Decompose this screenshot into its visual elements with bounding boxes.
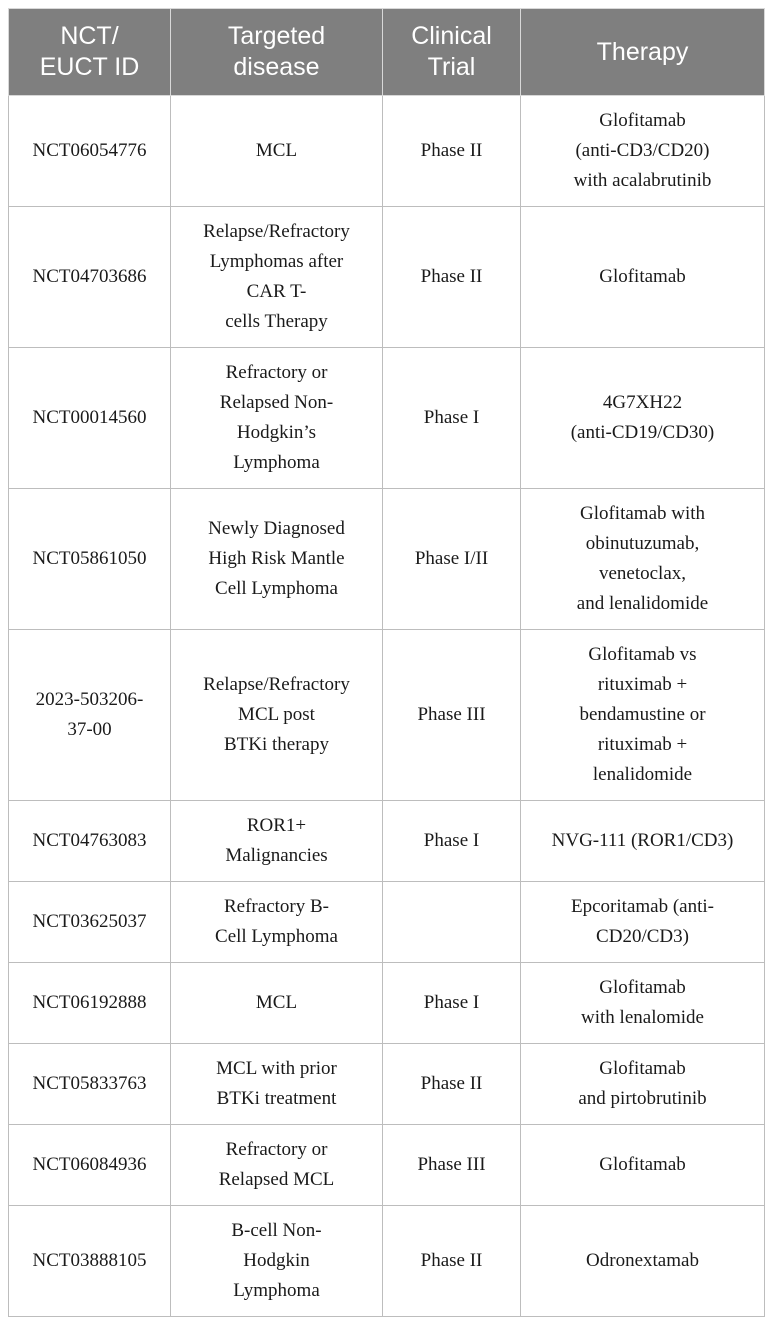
table-row (9, 801, 765, 882)
cell-therapy: Glofitamab and pirtobrutinib (521, 1044, 765, 1125)
cell-targeted-disease: Refractory B- Cell Lymphoma (171, 882, 383, 963)
cell-targeted-disease: MCL (171, 963, 383, 1044)
cell-clinical-trial: Phase III (383, 630, 521, 801)
cell-clinical-trial: Phase II (383, 1206, 521, 1317)
cell-therapy: Glofitamab (521, 207, 765, 348)
cell-trial-id: NCT03625037 (9, 882, 171, 963)
table-row (9, 348, 765, 489)
cell-targeted-disease: Refractory or Relapsed MCL (171, 1125, 383, 1206)
cell-therapy: Glofitamab with obinutuzumab, venetoclax, and lenalidomide (521, 489, 765, 630)
cell-clinical-trial (383, 882, 521, 963)
table-body (9, 96, 765, 1317)
cell-therapy: Epcoritamab (anti- CD20/CD3) (521, 882, 765, 963)
table-row (9, 1044, 765, 1125)
cell-clinical-trial: Phase II (383, 96, 521, 207)
header-targeted-disease: Targeted disease (171, 9, 383, 96)
header-clinical-trial: Clinical Trial (383, 9, 521, 96)
cell-targeted-disease: Newly Diagnosed High Risk Mantle Cell Lymphoma (171, 489, 383, 630)
cell-clinical-trial: Phase II (383, 1044, 521, 1125)
table-row (9, 1125, 765, 1206)
cell-trial-id: NCT05833763 (9, 1044, 171, 1125)
cell-therapy: NVG-111 (ROR1/CD3) (521, 801, 765, 882)
table-row (9, 1206, 765, 1317)
table-row (9, 96, 765, 207)
cell-therapy: Glofitamab (anti-CD3/CD20) with acalabrutinib (521, 96, 765, 207)
header-trial-id: NCT/ EUCT ID (9, 9, 171, 96)
table-row (9, 963, 765, 1044)
cell-clinical-trial: Phase I/II (383, 489, 521, 630)
cell-clinical-trial: Phase I (383, 963, 521, 1044)
cell-targeted-disease: Relapse/Refractory MCL post BTKi therapy (171, 630, 383, 801)
cell-trial-id: 2023-503206- 37-00 (9, 630, 171, 801)
table-row (9, 882, 765, 963)
cell-trial-id: NCT06084936 (9, 1125, 171, 1206)
table-row (9, 630, 765, 801)
cell-trial-id: NCT06192888 (9, 963, 171, 1044)
cell-trial-id: NCT05861050 (9, 489, 171, 630)
cell-clinical-trial: Phase III (383, 1125, 521, 1206)
cell-trial-id: NCT04763083 (9, 801, 171, 882)
cell-trial-id: NCT06054776 (9, 96, 171, 207)
cell-clinical-trial: Phase I (383, 348, 521, 489)
header-therapy: Therapy (521, 9, 765, 96)
table-row (9, 489, 765, 630)
cell-therapy: Odronextamab (521, 1206, 765, 1317)
cell-targeted-disease: ROR1+ Malignancies (171, 801, 383, 882)
clinical-trials-table-container (8, 8, 764, 1317)
cell-therapy: 4G7XH22 (anti-CD19/CD30) (521, 348, 765, 489)
cell-targeted-disease: Relapse/Refractory Lymphomas after CAR T- cells Therapy (171, 207, 383, 348)
cell-clinical-trial: Phase II (383, 207, 521, 348)
table-header (9, 9, 765, 96)
clinical-trials-table (8, 8, 765, 1317)
cell-trial-id: NCT03888105 (9, 1206, 171, 1317)
cell-therapy: Glofitamab (521, 1125, 765, 1206)
header-row (9, 9, 765, 96)
cell-targeted-disease: MCL (171, 96, 383, 207)
cell-clinical-trial: Phase I (383, 801, 521, 882)
cell-targeted-disease: B-cell Non- Hodgkin Lymphoma (171, 1206, 383, 1317)
cell-trial-id: NCT00014560 (9, 348, 171, 489)
cell-targeted-disease: Refractory or Relapsed Non- Hodgkin’s Lymphoma (171, 348, 383, 489)
cell-therapy: Glofitamab with lenalomide (521, 963, 765, 1044)
cell-trial-id: NCT04703686 (9, 207, 171, 348)
table-row (9, 207, 765, 348)
cell-therapy: Glofitamab vs rituximab + bendamustine or rituximab + lenalidomide (521, 630, 765, 801)
cell-targeted-disease: MCL with prior BTKi treatment (171, 1044, 383, 1125)
